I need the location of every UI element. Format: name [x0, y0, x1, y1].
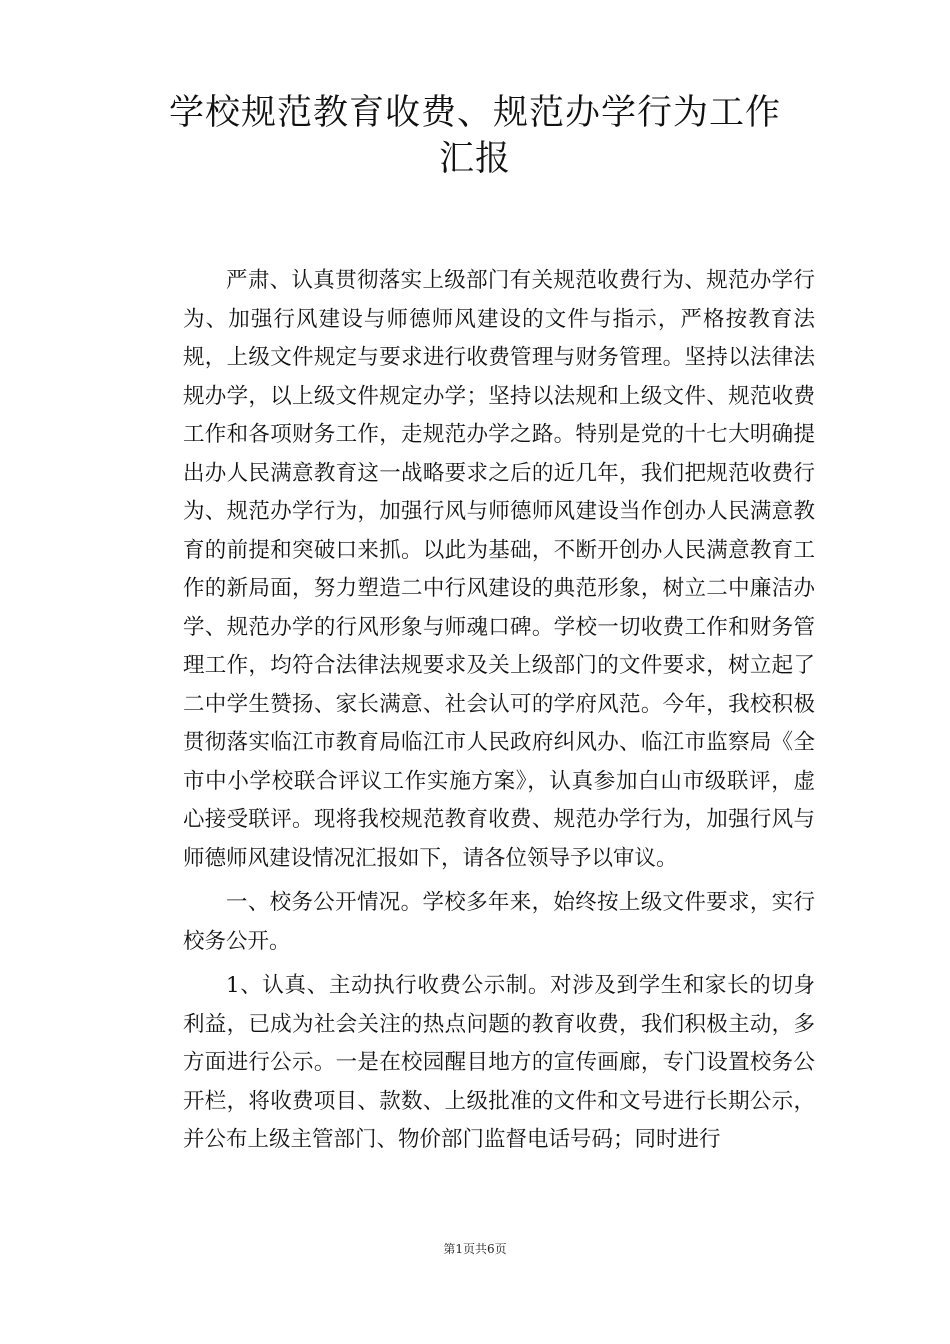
document-body	[183, 262, 815, 1166]
title-line-2: 汇报	[438, 139, 511, 179]
paragraph-section-1: 一、校务公开情况。学校多年来，始终按上级文件要求，实行校务公开。	[183, 890, 815, 954]
page-number: 第1页共6页	[443, 1242, 507, 1256]
document-title	[150, 90, 800, 182]
paragraph-item-1: 1、认真、主动执行收费公示制。对涉及到学生和家长的切身利益，已成为社会关注的热点问题的教育收费，我们积极主动，多方面进行公示。一是在校园醒目地方的宣传画廊，专门设置校务公开栏，将收费项目、款数、上级批准的文件和文号进行长期公示，并公布上级主管部门、物价部门监督电话号码；同时进行	[183, 973, 815, 1152]
title-line-1: 学校规范教育收费、规范办学行为工作	[168, 93, 781, 133]
paragraph-intro: 严肃、认真贯彻落实上级部门有关规范收费行为、规范办学行为、加强行风建设与师德师风建设的文件与指示，严格按教育法规，上级文件规定与要求进行收费管理与财务管理。坚持以法律法规办学，以上级文件规定办学；坚持以法规和上级文件、规范收费工作和各项财务工作，走规范办学之路。特别是党的十七大明确提出办人民满意教育这一战略要求之后的近几年，我们把规范收费行为、规范办学行为，加强行风与师德师风建设当作创办人民满意教育的前提和突破口来抓。以此为基础，不断开创办人民满意教育工作的新局面，努力塑造二中行风建设的典范形象，树立二中廉洁办学、规范办学的行风形象与师魂口碑。学校一切收费工作和财务管理工作，均符合法律法规要求及关上级部门的文件要求，树立起了二中学生赞扬、家长满意、社会认可的学府风范。今年，我校积极贯彻落实临江市教育局临江市人民政府纠风办、临江市监察局《全市中小学校联合评议工作实施方案》，认真参加白山市级联评，虚心接受联评。现将我校规范教育收费、规范办学行为，加强行风与师德师风建设情况汇报如下，请各位领导予以审议。	[183, 268, 815, 871]
